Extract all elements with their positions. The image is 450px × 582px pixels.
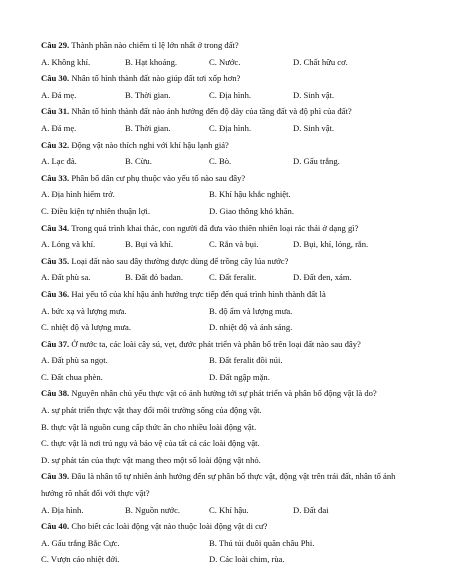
answer-option: C. Điều kiện tự nhiên thuận lợi. bbox=[41, 205, 150, 216]
question-block bbox=[41, 336, 419, 386]
question-number: Câu 37. bbox=[41, 338, 70, 349]
question-text: Hai yếu tố của khí hậu ảnh hưởng trực tiếp đến quá trình hình thành đất là bbox=[71, 288, 326, 299]
question-text: Phân bố dân cư phụ thuộc vào yếu tố nào sau đây? bbox=[71, 172, 246, 183]
question-stem bbox=[41, 286, 419, 303]
answer-option: C. Đất feralit. bbox=[209, 272, 257, 283]
answer-option: B. Thời gian. bbox=[125, 89, 171, 100]
answer-option: D. nhiệt độ và ánh sáng. bbox=[209, 322, 293, 333]
answer-option: D. Đất đen, xám. bbox=[293, 272, 352, 283]
answer-option: A. Đất phù sa ngọt. bbox=[41, 355, 108, 366]
question-stem bbox=[41, 220, 419, 237]
answer-option: D. Bụi, khí, lỏng, rắn. bbox=[293, 239, 369, 250]
answer-option: A. Đá mẹ. bbox=[41, 89, 77, 100]
answer-option: D. Gấu trắng. bbox=[293, 156, 340, 167]
question-number: Câu 33. bbox=[41, 172, 70, 183]
answer-option: A. Lỏng và khí. bbox=[41, 239, 96, 250]
question-block bbox=[41, 468, 419, 518]
answer-option: C. Vượn cáo nhiệt đới. bbox=[41, 554, 120, 565]
answer-option: D. Giao thông khó khăn. bbox=[209, 205, 294, 216]
question-stem bbox=[41, 103, 419, 120]
question-stem bbox=[41, 518, 419, 535]
question-number: Câu 40. bbox=[41, 521, 70, 532]
question-text: Nguyên nhân chủ yếu thực vật có ảnh hưởng tới sự phát triển và phân bố động vật là do? bbox=[71, 388, 377, 399]
answer-option: D. Sinh vật. bbox=[293, 89, 335, 100]
question-block bbox=[41, 385, 419, 468]
question-block bbox=[41, 70, 419, 103]
question-stem bbox=[41, 385, 419, 402]
question-stem bbox=[41, 137, 419, 154]
answer-option: B. Đất feralit đồi núi. bbox=[209, 355, 283, 366]
answer-option: B. Khí hậu khắc nghiệt. bbox=[209, 189, 291, 200]
question-block bbox=[41, 170, 419, 220]
question-number: Câu 31. bbox=[41, 106, 70, 117]
answer-option: D. Sinh vật. bbox=[293, 122, 335, 133]
answer-option: B. Nguồn nước. bbox=[125, 504, 181, 515]
question-stem bbox=[41, 468, 419, 501]
answer-option: C. Địa hình. bbox=[209, 89, 252, 100]
answer-option: A. Không khí. bbox=[41, 56, 91, 67]
question-text: Ở nước ta, các loài cây sú, vẹt, đước phát triển và phân bố trên loại đất nào sau đây? bbox=[71, 338, 361, 349]
question-block bbox=[41, 220, 419, 253]
question-stem bbox=[41, 37, 419, 54]
answer-option: B. Thời gian. bbox=[125, 122, 171, 133]
answer-option: A. Địa hình hiểm trở. bbox=[41, 189, 115, 200]
question-stem bbox=[41, 70, 419, 87]
answer-option: A. sự phát triển thực vật thay đổi môi trường sống của động vật. bbox=[41, 405, 262, 416]
question-text: Thành phần nào chiếm tỉ lệ lớn nhất ở trong đất? bbox=[71, 40, 239, 50]
question-block bbox=[41, 37, 419, 70]
question-block bbox=[41, 103, 419, 136]
question-number: Câu 32. bbox=[41, 139, 70, 150]
question-number: Câu 35. bbox=[41, 255, 70, 266]
question-number: Câu 34. bbox=[41, 222, 70, 233]
answer-option: C. Đất chua phèn. bbox=[41, 371, 103, 382]
question-number: Câu 30. bbox=[41, 73, 70, 84]
answer-option: D. Chất hữu cơ. bbox=[293, 56, 348, 67]
answer-option: A. Gấu trắng Bắc Cực. bbox=[41, 537, 120, 548]
answer-option: B. Đất đỏ badan. bbox=[125, 272, 183, 283]
question-text: Nhân tố hình thành đất nào ảnh hưởng đến độ dày của tầng đất và độ phì của đất? bbox=[71, 106, 352, 117]
answer-option: D. sự phát tán của thực vật mang theo một số loài động vật nhỏ. bbox=[41, 454, 261, 465]
answer-option: C. Rắn và bụi. bbox=[209, 239, 259, 250]
answer-option: B. Hạt khoáng. bbox=[125, 56, 178, 67]
question-block bbox=[41, 137, 419, 170]
answer-option: A. bức xạ và lượng mưa. bbox=[41, 305, 127, 316]
question-block bbox=[41, 253, 419, 286]
question-text: Loại đất nào sau đây thường được dùng để trồng cây lúa nước? bbox=[71, 255, 289, 266]
question-number: Câu 29. bbox=[41, 40, 70, 50]
question-text: Trong quá trình khai thác, con người đã đưa vào thiên nhiên loại rác thải ở dạng gì? bbox=[71, 222, 359, 233]
question-number: Câu 38. bbox=[41, 388, 70, 399]
answer-option: D. Đất đai bbox=[293, 504, 329, 515]
answer-option: C. Nước. bbox=[209, 56, 241, 67]
question-number: Câu 36. bbox=[41, 288, 70, 299]
answer-option: B. Bụi và khí. bbox=[125, 239, 173, 250]
question-stem bbox=[41, 253, 419, 270]
question-stem bbox=[41, 336, 419, 353]
question-stem bbox=[41, 170, 419, 187]
answer-option: A. Lạc đà. bbox=[41, 156, 77, 167]
question-text: Cho biết các loài động vật nào thuộc loài động vật di cư? bbox=[71, 521, 268, 532]
question-text: Động vật nào thích nghi với khí hậu lạnh giá? bbox=[71, 139, 229, 150]
answer-option: C. Khí hậu. bbox=[209, 504, 249, 515]
answer-option: C. nhiệt độ và lượng mưa. bbox=[41, 322, 131, 333]
answer-option: D. Các loài chim, rùa. bbox=[209, 554, 285, 565]
answer-option: A. Địa hình. bbox=[41, 504, 84, 515]
answer-option: B. Thú túi đuôi quăn châu Phi. bbox=[209, 537, 315, 548]
answer-option: B. Cừu. bbox=[125, 156, 152, 167]
question-number: Câu 39. bbox=[41, 471, 70, 482]
answer-option: D. Đất ngập mặn. bbox=[209, 371, 270, 382]
answer-option: C. Bò. bbox=[209, 156, 232, 167]
answer-option: C. Địa hình. bbox=[209, 122, 252, 133]
answer-option: C. thực vật là nơi trú ngụ và bảo vệ của tất cả các loài động vật. bbox=[41, 438, 260, 449]
answer-option: A. Đất phù sa. bbox=[41, 272, 91, 283]
answer-option: B. độ ẩm và lượng mưa. bbox=[209, 305, 293, 316]
question-text: Đâu là nhân tố tự nhiên ảnh hưởng đến sự phân bố thực vật, động vật trên trái đất, nhân tố ảnh hưởng rõ nhất đối với thực vật? bbox=[41, 471, 396, 499]
answer-option: A. Đá mẹ. bbox=[41, 122, 77, 133]
question-block bbox=[41, 286, 419, 336]
question-text: Nhân tố hình thành đất nào giúp đất tơi xốp hơn? bbox=[71, 73, 241, 84]
question-block bbox=[41, 518, 419, 568]
answer-option: B. thực vật là nguồn cung cấp thức ăn cho nhiều loài động vật. bbox=[41, 421, 257, 432]
